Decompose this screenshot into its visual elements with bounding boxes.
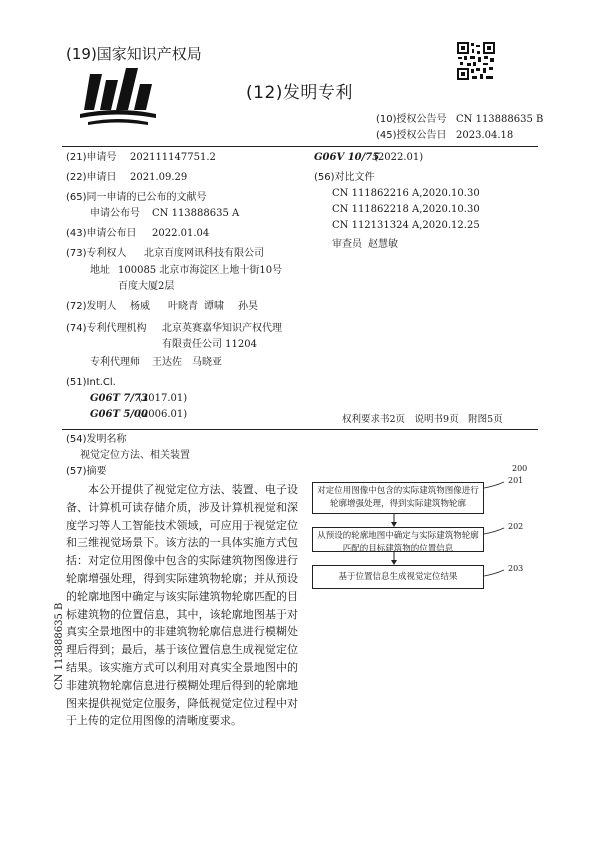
flow-step-box-201: 对定位用图像中包含的实际建筑物图像进行轮廓增强处理，得到实际建筑物轮廓 <box>312 482 484 514</box>
class-code: G06V 10/75 <box>314 152 380 163</box>
app-date-label: (22)申请日 <box>66 172 117 183</box>
refs-label: (56)对比文件 <box>314 172 375 183</box>
pub-no: CN 113888635 A <box>152 208 240 219</box>
patentee: 北京百度网讯科技有限公司 <box>144 248 264 259</box>
inventor-3: 谭啸 <box>204 301 224 312</box>
pub-date: 2022.01.04 <box>152 228 210 239</box>
examiner-label: 审查员 <box>332 239 362 250</box>
inventor-4: 孙昊 <box>238 301 258 312</box>
agency-line-1: 北京英赛嘉华知识产权代理 <box>162 323 282 334</box>
patentee-label: (73)专利权人 <box>66 248 127 259</box>
leader-203 <box>484 570 504 576</box>
reference-2: CN 111862218 A,2020.10.30 <box>332 204 480 215</box>
prior-pub-label: (65)同一申请的已公布的文献号 <box>66 192 207 203</box>
pub-date-label: (43)申请公布日 <box>66 228 137 239</box>
reference-1: CN 111862216 A,2020.10.30 <box>332 188 480 199</box>
class-ver: (2022.01) <box>374 152 424 163</box>
intcl-code-2: G06T 5/00 <box>90 409 148 420</box>
app-date: 2021.09.29 <box>130 172 188 183</box>
invention-title: 视觉定位方法、相关装置 <box>80 450 190 461</box>
intcl-ver-1: (2017.01) <box>138 393 188 404</box>
agency-line-2: 有限责任公司 11204 <box>162 339 257 350</box>
intcl-ver-2: (2006.01) <box>138 409 188 420</box>
inventors-label: (72)发明人 <box>66 301 117 312</box>
examiner: 赵慧敏 <box>368 239 398 250</box>
header-rule <box>62 146 538 147</box>
intcl-code-1: G06T 7/73 <box>90 393 148 404</box>
side-publication-number: CN 113888635 B <box>54 602 65 690</box>
title-label: (54)发明名称 <box>66 434 127 445</box>
abstract-label: (57)摘要 <box>66 466 107 477</box>
app-no: 202111147751.2 <box>130 152 216 163</box>
page-counts: 权利要求书2页 说明书9页 附图5页 <box>342 414 503 425</box>
intcl-label: (51)Int.Cl. <box>66 377 116 388</box>
address-label: 地址 <box>90 265 110 276</box>
grant-date-label: (45)授权公告日 <box>376 130 447 141</box>
section-rule <box>62 429 538 430</box>
grant-pub-no: CN 113888635 B <box>456 114 544 125</box>
flow-step-box-203: 基于位置信息生成视觉定位结果 <box>312 565 484 589</box>
agency-label: (74)专利代理机构 <box>66 323 147 334</box>
pub-no-label: 申请公布号 <box>90 208 140 219</box>
flow-step-num-201: 201 <box>508 476 524 485</box>
leader-202 <box>484 528 504 534</box>
abstract-text: 本公开提供了视觉定位方法、装置、电子设备、计算机可读存储介质，涉及计算机视觉和深度学习等人工智能技术领域，可应用于视觉定位和三维视觉场景下。该方法的一具体实施方式包括：对定位用图像中包含的实际建筑物图像进行轮廓增强处理，得到实际建筑物轮廓；并从预设的轮廓地图中确定与该实际建筑物轮廓匹配的目标建筑物的位置信息，其中，该轮廓地图基于对真实全景地图中的非建筑物轮廓信息进行模糊处理后得到；最后，基于该位置信息生成视觉定位结果。该实施方式可以利用对真实全景地图中的非建筑物轮廓信息进行模糊处理后得到的轮廓地图来提供视觉定位服务，降低视觉定位过程中对于上传的定位用图像的清晰度要求。 <box>66 483 298 728</box>
app-no-label: (21)申请号 <box>66 152 117 163</box>
flow-step-num-202: 202 <box>508 522 524 531</box>
flow-step-box-202: 从预设的轮廓地图中确定与实际建筑物轮廓匹配的目标建筑物的位置信息 <box>312 527 484 552</box>
agents: 王达佐 马晓亚 <box>152 357 222 368</box>
grant-pub-no-label: (10)授权公告号 <box>376 114 447 125</box>
cnipa-logo <box>78 66 158 128</box>
grant-date: 2023.04.18 <box>456 130 514 141</box>
qr-code <box>456 41 496 81</box>
office-name: (19)国家知识产权局 <box>66 45 202 63</box>
document-type: (12)发明专利 <box>246 83 353 103</box>
inventor-1: 杨威 <box>130 301 150 312</box>
leader-201 <box>484 482 504 488</box>
address-line-2: 百度大厦2层 <box>118 281 175 292</box>
reference-3: CN 112131324 A,2020.12.25 <box>332 220 480 231</box>
flowchart <box>310 462 540 602</box>
flow-step-num-203: 203 <box>508 564 524 573</box>
agent-label: 专利代理师 <box>90 357 140 368</box>
inventor-2: 叶晓青 <box>168 301 198 312</box>
address-line-1: 100085 北京市海淀区上地十街10号 <box>118 265 283 276</box>
flowchart-ref: 200 <box>512 464 528 473</box>
